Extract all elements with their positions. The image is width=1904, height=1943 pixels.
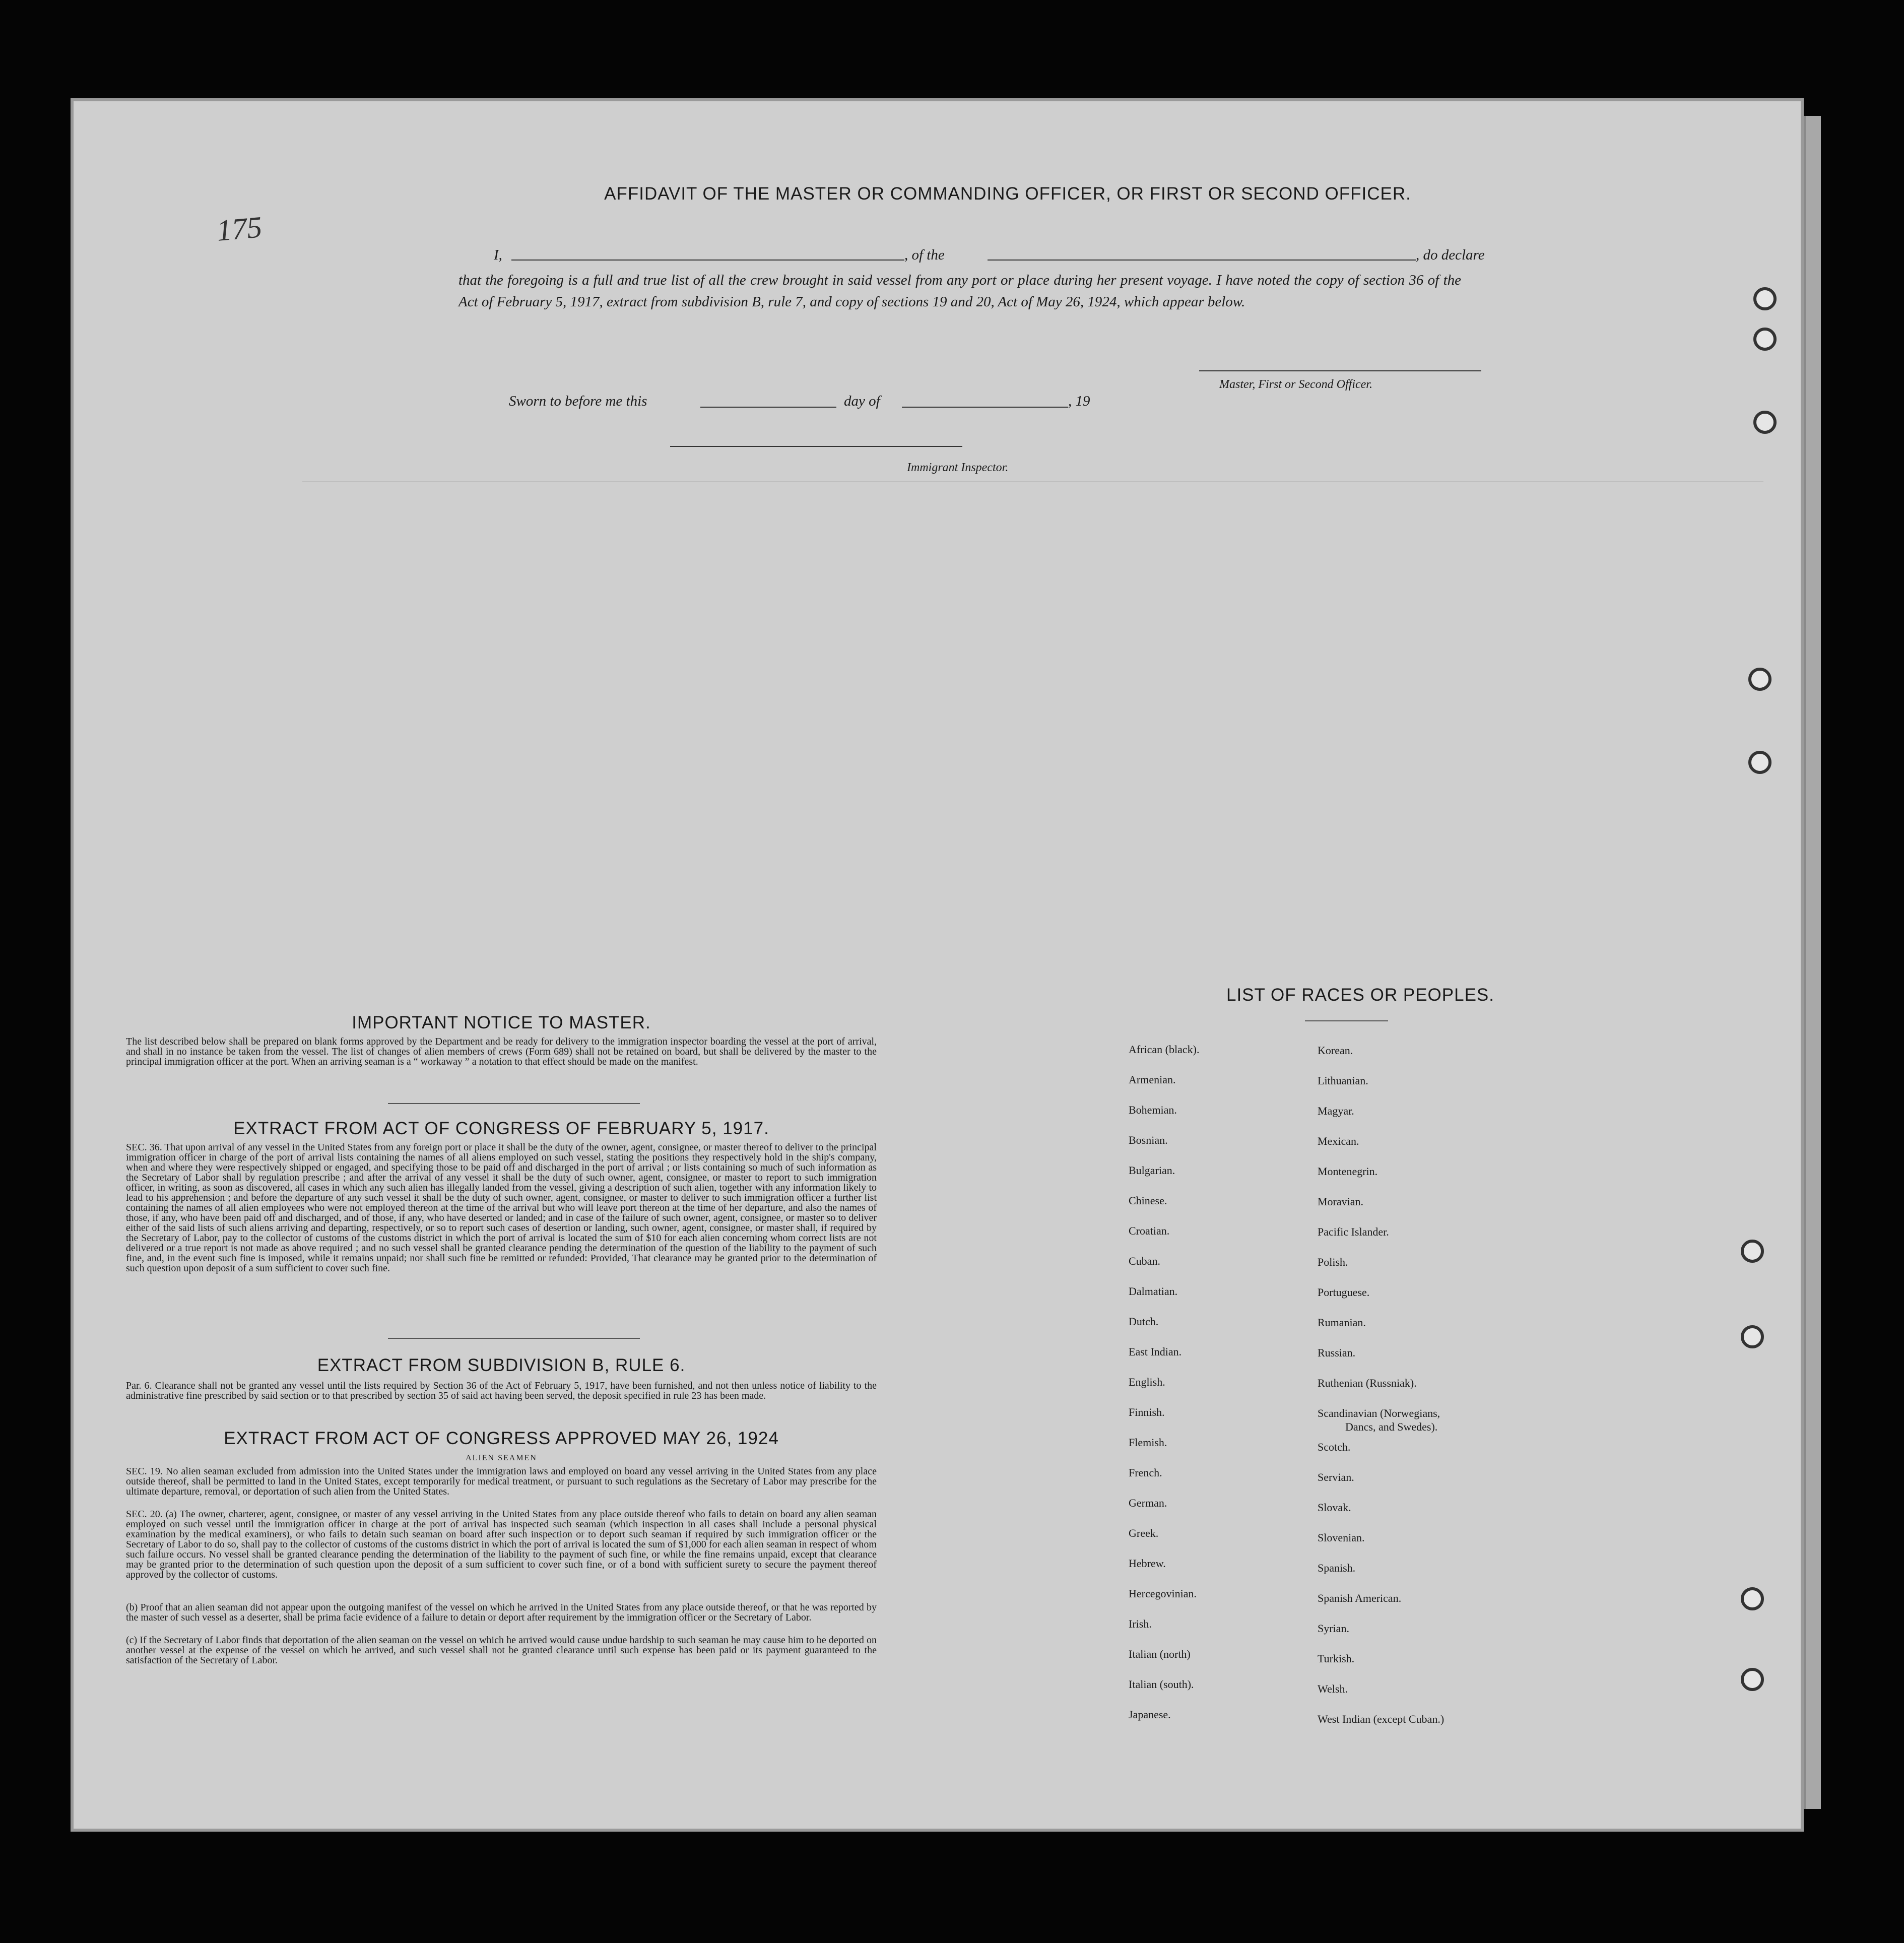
race-item: Bulgarian. [1129,1164,1175,1177]
sec20c-text: (c) If the Secretary of Labor finds that deportation of the alien seaman on the vessel on which he arrived would cause undue hardship to such seaman he may cause him to be deported on another vessel at the expense of the vessel on which he arrived, and such vessel shall not be granted clearance until such expense has been paid or its payment guaranteed to the satisfaction of the Secretary of Labor. [126,1635,877,1666]
race-item: Spanish. [1318,1562,1356,1574]
page-edge [1804,116,1821,1809]
name-blank[interactable] [511,260,904,261]
binder-hole [1753,287,1777,310]
vessel-blank[interactable] [988,260,1416,261]
race-item: Finnish. [1129,1406,1165,1418]
notice-text: The list described below shall be prepared on blank forms approved by the Department and be ready for delivery to the immigration inspector boarding the vessel at the port of arrival, and shall in no instance be taken from the vessel. The list of changes of alien members of crews (Form 689) shall not be retained on board, but shall be delivered by the master to the principal immigration officer at the port. When an arriving seaman is a “ workaway ” a notation to that effect should be made on the manifest. [126,1036,877,1067]
race-item: Scotch. [1318,1441,1351,1453]
divider [388,1338,640,1339]
race-item: Montenegrin. [1318,1165,1378,1178]
signature-caption: Master, First or Second Officer. [1219,378,1372,391]
affidavit-paragraph: that the foregoing is a full and true list of all the crew brought in said vessel from any port or place during her present voyage. I have noted the copy of section 36 of the Act of February 5, 1917, extract from subdivision B, rule 7, and copy of sections 19 and 20, Act of May 26, 1924, which appear below. [458,272,1461,310]
race-item: Dalmatian. [1129,1285,1178,1298]
race-item: Slovak. [1318,1501,1351,1514]
race-item: Bohemian. [1129,1104,1177,1116]
race-item: Ruthenian (Russniak). [1318,1377,1417,1389]
race-item: Magyar. [1318,1105,1354,1117]
race-item: Japanese. [1129,1708,1171,1721]
sec20b-text: (b) Proof that an alien seaman did not appear upon the outgoing manifest of the vessel on which he arrived in the United States from any place outside thereof, or that he was reported by the master of such vessel as a deserter, shall be prima facie evidence of a failure to detain or deport after requirement by the immigration officer or the Secretary of Labor. [126,1602,877,1623]
race-item: German. [1129,1497,1167,1509]
race-item: Greek. [1129,1527,1159,1539]
affidavit-do-declare: , do declare [1416,247,1485,263]
page-number: 175 [215,210,264,247]
extract-1924-subheading: ALIEN SEAMEN [466,1454,537,1462]
race-item: Portuguese. [1318,1286,1370,1299]
manifest-page [71,98,1804,1832]
binder-hole [1753,411,1777,434]
race-item: Chinese. [1129,1194,1167,1207]
year-label: , 19 [1068,393,1090,409]
inspector-signature-line[interactable] [670,446,962,447]
sec20a-text: SEC. 20. (a) The owner, charterer, agent, consignee, or master of any vessel arriving in the United States from any place outside thereof who fails to detain on board any alien seaman employed on such vessel until the immigration officer in charge at the port of arrival has inspected such seaman (which inspection in all cases shall include a personal physical examination by the medical examiners), or who fails to detain such seaman on board after such inspection or to deport such seaman if required by such immigration officer or the Secretary of Labor to do so, shall pay to the collector of customs of the customs district in which the port of arrival is located the sum of $1,000 for each alien seaman in respect of whom such failure occurs. No vessel shall be granted clearance pending the determination of the liability to the payment of such fine, or while the fine remains unpaid, except that clearance may be granted prior to the determination of such question upon the deposit of a sum sufficient to cover such fine, or of a bond with sufficient surety to secure the payment thereof approved by the collector of customs. [126,1509,877,1580]
race-item: Dancs, and Swedes). [1345,1420,1438,1433]
extract-1917-text: SEC. 36. That upon arrival of any vessel in the United States from any foreign port or place it shall be the duty of the owner, agent, consignee, or master thereof to deliver to the principal immigration officer in charge of the port of arrival lists containing the names of all aliens employed on such vessel, stating the positions they respectively hold in the ship's company, when and where they were respectively shipped or engaged, and specifying those to be paid off and discharged in the port of arrival ; or lists containing so much of such information as the Secretary of Labor shall by regulation prescribe ; and after the arrival of any vessel it shall be the duty of such owner, agent, consignee, or master to report to such immigration officer, in writing, as soon as discovered, all cases in which any such alien has illegally landed from the vessel, giving a description of such alien, together with any information likely to lead to his apprehension ; and before the departure of any such vessel it shall be the duty of such owner, agent, consignee, or master to deliver to such immigration officer a further list containing the names of all alien employees who were not employed thereon at the time of the arrival but who will leave port thereon at the time of her departure, and also the names of those, if any, who have been paid off and discharged, and of those, if any, who have deserted or landed; and in case of the failure of such owner, agent, consignee, or master so to deliver either of the said lists of such aliens arriving and departing, respectively, or so to report such cases of desertion or landing, such owner, agent, consignee, or master shall, if required by the Secretary of Labor, pay to the collector of customs of the customs district in which the port of arrival is located the sum of $10 for each alien concerning whom correct lists are not delivered or a true report is not made as above required ; and no such vessel shall be granted clearance pending the determination of the question of the liability to the payment of such fine, and, in the event such fine is imposed, while it remains unpaid; nor shall such fine be remitted or refunded: Provided, That clearance may be granted prior to the determination of such question upon deposit of a sum sufficient to cover such fine. [126,1142,877,1274]
race-item: Lithuanian. [1318,1074,1368,1087]
divider [1305,1020,1388,1021]
race-item: Hercegovinian. [1129,1587,1197,1600]
race-item: Dutch. [1129,1315,1159,1328]
affidavit-title: AFFIDAVIT OF THE MASTER OR COMMANDING OFFICER, OR FIRST OR SECOND OFFICER. [604,184,1411,204]
binder-hole [1748,668,1771,691]
race-item: East Indian. [1129,1345,1182,1358]
race-item: Moravian. [1318,1195,1364,1208]
divider [388,1103,640,1104]
binder-hole [1741,1668,1764,1691]
signature-line[interactable] [1199,370,1481,371]
binder-hole [1748,751,1771,774]
race-item: English. [1129,1376,1165,1388]
binder-hole [1753,328,1777,351]
race-item: Servian. [1318,1471,1354,1483]
race-item: Slovenian. [1318,1531,1365,1544]
race-item: French. [1129,1466,1162,1479]
race-item: Irish. [1129,1617,1152,1630]
affidavit-of-the: , of the [904,247,945,263]
race-item: Russian. [1318,1346,1356,1359]
race-item: Croatian. [1129,1224,1170,1237]
extract-1924-heading: EXTRACT FROM ACT OF CONGRESS APPROVED MAY 26, 1924 [224,1429,779,1448]
sworn-label: Sworn to before me this [509,393,647,409]
race-item: Welsh. [1318,1682,1348,1695]
races-heading: LIST OF RACES OR PEOPLES. [1226,985,1494,1005]
race-item: Italian (south). [1129,1678,1194,1691]
race-item: Rumanian. [1318,1316,1366,1329]
day-of-label: day of [844,393,880,409]
rule6-text: Par. 6. Clearance shall not be granted any vessel until the lists required by Section 36 of the Act of February 5, 1917, have been furnished, and not then unless notice of liability to the administrative fine prescribed by said section or to that prescribed by section 35 of said act having been served, the deposit specified in rule 23 has been made. [126,1380,877,1401]
race-item: Turkish. [1318,1652,1355,1665]
affidavit-i-label: I, [494,247,502,263]
race-item: Italian (north) [1129,1648,1191,1660]
binder-hole [1741,1587,1764,1610]
extract-1917-heading: EXTRACT FROM ACT OF CONGRESS OF FEBRUARY 5, 1917. [233,1119,769,1138]
binder-hole [1741,1325,1764,1348]
sec19-text: SEC. 19. No alien seaman excluded from admission into the United States under the immigration laws and employed on board any vessel arriving in the United States from any place outside thereof, shall be permitted to land in the United States, except temporarily for medical treatment, or pursuant to such regulations as the Secretary of Labor may prescribe for the ultimate departure, removal, or deportation of such alien from the United States. [126,1466,877,1497]
race-item: Hebrew. [1129,1557,1166,1570]
race-item: Bosnian. [1129,1134,1168,1146]
notice-heading: IMPORTANT NOTICE TO MASTER. [352,1013,651,1032]
inspector-caption: Immigrant Inspector. [907,461,1009,474]
bleed-through-text [302,481,1763,764]
race-item: Spanish American. [1318,1592,1402,1604]
race-item: Mexican. [1318,1135,1359,1147]
race-item: Flemish. [1129,1436,1167,1449]
race-item: Scandinavian (Norwegians, [1318,1407,1440,1419]
sworn-month-blank[interactable] [902,407,1068,408]
race-item: Syrian. [1318,1622,1349,1635]
rule6-heading: EXTRACT FROM SUBDIVISION B, RULE 6. [317,1355,686,1375]
race-item: Armenian. [1129,1073,1176,1086]
sworn-day-blank[interactable] [700,407,836,408]
binder-hole [1741,1240,1764,1263]
race-item: Korean. [1318,1044,1353,1057]
race-item: Cuban. [1129,1255,1160,1267]
race-item: Polish. [1318,1256,1348,1268]
race-item: West Indian (except Cuban.) [1318,1713,1445,1725]
race-item: Pacific Islander. [1318,1225,1389,1238]
race-item: African (black). [1129,1043,1200,1056]
